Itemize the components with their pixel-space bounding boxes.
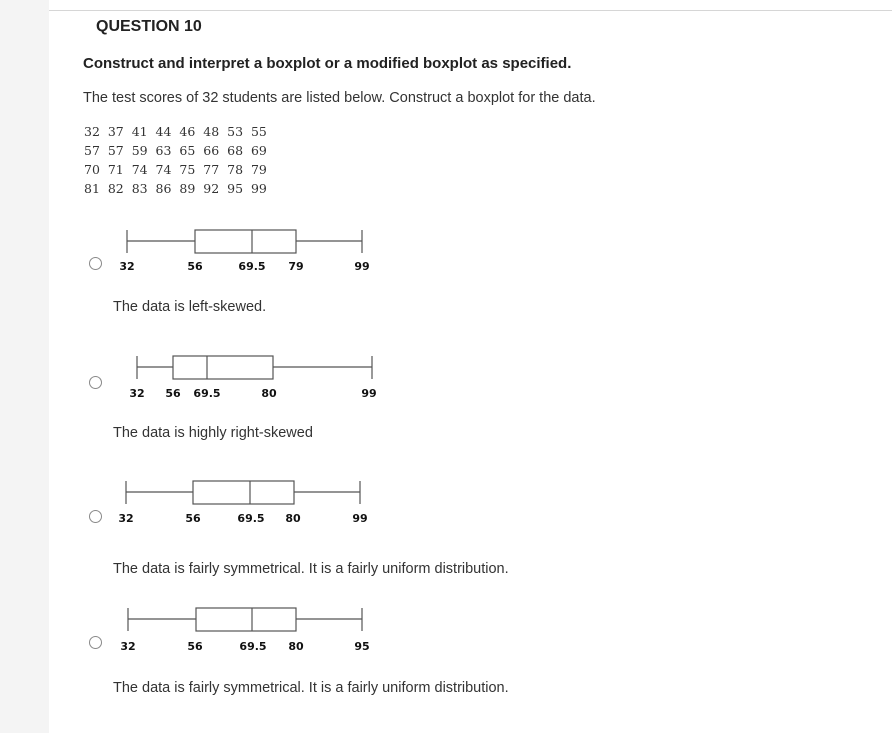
tick-label-q1: 56 — [187, 640, 203, 653]
tick-label-median: 69.5 — [193, 387, 221, 400]
interpretation-text: The data is highly right-skewed — [113, 425, 313, 441]
tick-label-q1: 56 — [165, 387, 181, 400]
interpretation-text: The data is left-skewed. — [113, 299, 267, 315]
tick-label-median: 69.5 — [237, 512, 265, 525]
tick-label-max: 99 — [352, 512, 368, 525]
interpretation-text: The data is fairly symmetrical. It is a fairly uniform distribution. — [113, 680, 509, 696]
tick-label-min: 32 — [120, 640, 136, 653]
data-list — [84, 122, 267, 198]
interpretation-text: The data is fairly symmetrical. It is a fairly uniform distribution. — [113, 561, 509, 577]
tick-label-min: 32 — [118, 512, 134, 525]
boxplot-svg — [0, 355, 892, 381]
top-divider — [49, 10, 892, 11]
tick-label-q3: 80 — [261, 387, 277, 400]
radio-button-option-c[interactable] — [89, 510, 102, 523]
question-title: QUESTION 10 — [96, 18, 202, 35]
tick-label-max: 99 — [361, 387, 377, 400]
tick-label-q1: 56 — [185, 512, 201, 525]
boxplot-svg — [0, 480, 892, 506]
data-row: 32 37 41 44 46 48 53 55 — [84, 124, 267, 139]
boxplot-svg — [0, 607, 892, 633]
tick-label-min: 32 — [119, 260, 135, 273]
data-row: 57 57 59 63 65 66 68 69 — [84, 143, 267, 158]
boxplot-svg — [0, 229, 892, 255]
tick-label-median: 69.5 — [239, 640, 267, 653]
tick-label-median: 69.5 — [238, 260, 266, 273]
radio-button-option-a[interactable] — [89, 257, 102, 270]
iqr-box — [196, 608, 296, 631]
iqr-box — [195, 230, 296, 253]
tick-label-max: 99 — [354, 260, 370, 273]
iqr-box — [173, 356, 273, 379]
radio-button-option-d[interactable] — [89, 636, 102, 649]
tick-label-q1: 56 — [187, 260, 203, 273]
question-prompt: The test scores of 32 students are listed below. Construct a boxplot for the data. — [83, 90, 596, 106]
tick-label-q3: 80 — [288, 640, 304, 653]
tick-label-q3: 79 — [288, 260, 304, 273]
data-row: 70 71 74 74 75 77 78 79 — [84, 162, 267, 177]
tick-label-max: 95 — [354, 640, 370, 653]
question-instruction: Construct and interpret a boxplot or a modified boxplot as specified. — [83, 55, 572, 72]
tick-label-q3: 80 — [285, 512, 301, 525]
tick-label-min: 32 — [129, 387, 145, 400]
iqr-box — [193, 481, 294, 504]
data-row: 81 82 83 86 89 92 95 99 — [84, 181, 267, 196]
